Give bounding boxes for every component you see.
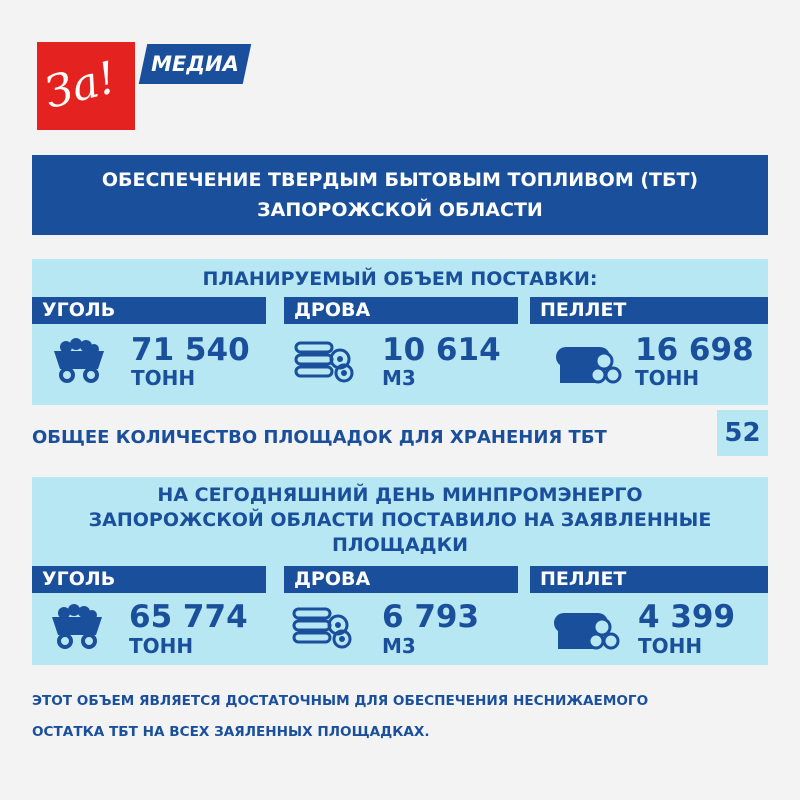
logo-media-text: МЕДИА xyxy=(151,52,239,76)
planned-firewood-unit: М3 xyxy=(382,366,416,390)
footer-note xyxy=(32,686,772,748)
planned-pellet-value: 16 698 xyxy=(635,332,754,368)
title-line-1: ОБЕСПЕЧЕНИЕ ТВЕРДЫМ БЫТОВЫМ ТОПЛИВОМ (ТБТ) xyxy=(101,169,699,191)
title-line-2: ЗАПОРОЖСКОЙ ОБЛАСТИ xyxy=(257,199,543,221)
delivered-coal-tab: УГОЛЬ xyxy=(32,566,266,593)
media-logo xyxy=(139,44,252,84)
coal-cart-icon xyxy=(52,337,106,383)
logo-za-text: За! xyxy=(39,52,122,119)
firewood-icon xyxy=(294,339,358,385)
planned-coal-tab: УГОЛЬ xyxy=(32,297,266,324)
planned-pellet-unit: ТОНН xyxy=(635,366,700,390)
delivered-firewood-unit: М3 xyxy=(382,634,416,658)
delivered-heading-line-1: НА СЕГОДНЯШНИЙ ДЕНЬ МИНПРОМЭНЕРГО xyxy=(157,484,643,506)
pellet-icon xyxy=(556,339,622,385)
planned-heading: ПЛАНИРУЕМЫЙ ОБЪЕМ ПОСТАВКИ: xyxy=(202,268,598,290)
page-title xyxy=(32,155,768,235)
delivered-firewood-value: 6 793 xyxy=(382,599,480,635)
footer-line-2: ОСТАТКА ТБТ НА ВСЕХ ЗАЯЛЕННЫХ ПЛОЩАДКАХ. xyxy=(32,724,430,740)
delivered-pellet-unit: ТОНН xyxy=(638,634,703,658)
delivered-heading-line-2: ЗАПОРОЖСКОЙ ОБЛАСТИ ПОСТАВИЛО НА ЗАЯВЛЕННЫЕ xyxy=(88,509,712,531)
planned-coal-unit: ТОНН xyxy=(131,366,196,390)
planned-supply-panel xyxy=(32,259,768,405)
delivered-pellet-tab: ПЕЛЛЕТ xyxy=(530,566,768,593)
delivered-panel xyxy=(32,477,768,665)
delivered-heading-line-3: ПЛОЩАДКИ xyxy=(331,534,469,556)
storage-sites-value: 52 xyxy=(717,410,768,456)
delivered-firewood-tab: ДРОВА xyxy=(284,566,518,593)
delivered-pellet-value: 4 399 xyxy=(638,599,736,635)
planned-coal-value: 71 540 xyxy=(131,332,250,368)
planned-pellet-tab: ПЕЛЛЕТ xyxy=(530,297,768,324)
delivered-coal-value: 65 774 xyxy=(129,599,248,635)
coal-cart-icon xyxy=(50,603,104,649)
delivered-coal-unit: ТОНН xyxy=(129,634,194,658)
planned-firewood-tab: ДРОВА xyxy=(284,297,518,324)
footer-line-1: ЭТОТ ОБЪЕМ ЯВЛЯЕТСЯ ДОСТАТОЧНЫМ ДЛЯ ОБЕСПЕЧЕНИЯ НЕСНИЖАЕМОГО xyxy=(32,693,649,709)
za-logo xyxy=(37,42,135,130)
planned-firewood-value: 10 614 xyxy=(382,332,501,368)
firewood-icon xyxy=(292,605,356,651)
storage-sites-label: ОБЩЕЕ КОЛИЧЕСТВО ПЛОЩАДОК ДЛЯ ХРАНЕНИЯ ТБТ xyxy=(32,427,607,448)
pellet-icon xyxy=(554,605,620,651)
